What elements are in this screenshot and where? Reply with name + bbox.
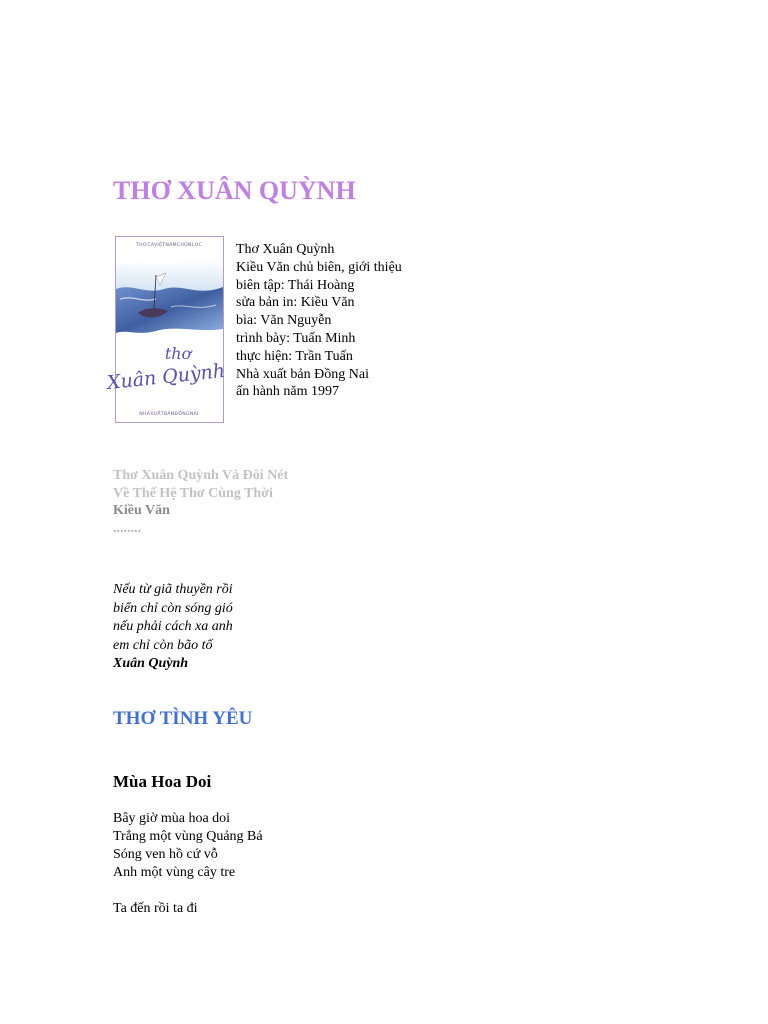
essay-title-line-1: Thơ Xuân Quỳnh Và Đôi Nét <box>113 468 289 483</box>
quote-line: nếu phải cách xa anh <box>113 619 233 634</box>
poem-line: Sóng ven hồ cứ vỗ <box>113 847 218 862</box>
stanza-gap <box>113 882 263 900</box>
essay-ellipsis: ........ <box>113 520 141 536</box>
quote-line: Nếu từ giã thuyền rồi <box>113 582 233 597</box>
book-cover-art <box>105 237 227 422</box>
essay-author: Kiều Văn <box>113 503 170 518</box>
cover-title-large: Xuân Quỳnh <box>105 359 227 395</box>
info-line-production: thực hiện: Trần Tuấn <box>236 348 353 364</box>
info-line-cover-designer: bìa: Văn Nguyễn <box>236 313 332 329</box>
info-line-year: ấn hành năm 1997 <box>236 384 340 400</box>
essay-title-line-2: Về Thế Hệ Thơ Cùng Thời <box>113 485 273 501</box>
section-title: THƠ TÌNH YÊU <box>113 708 253 729</box>
info-line-copyeditor: biên tập: Thái Hoàng <box>236 277 355 293</box>
quote-line: em chỉ còn bão tố <box>113 637 213 653</box>
book-info <box>236 241 402 401</box>
quote-signature: Xuân Quỳnh <box>113 656 189 671</box>
poem-body <box>113 810 263 918</box>
epigraph-quote <box>113 581 233 674</box>
essay-heading <box>113 467 288 537</box>
poem-line: Bây giờ mùa hoa doi <box>113 811 231 826</box>
cover-bottom-text: NHÀXUẤTBẢNĐỒNGNAI <box>139 412 199 417</box>
page-title: THƠ XUÂN QUỲNH <box>113 176 356 205</box>
info-line-proofreader: sửa bản in: Kiều Văn <box>236 295 355 311</box>
info-line-publisher: Nhà xuất bản Đồng Nai <box>236 366 369 382</box>
info-line-title: Thơ Xuân Quỳnh <box>236 242 335 257</box>
info-line-editor: Kiều Văn chủ biên, giới thiệu <box>236 259 402 275</box>
book-cover-image <box>105 236 227 423</box>
quote-line: biển chỉ còn sóng gió <box>113 600 233 616</box>
cover-title-small: thơ <box>164 344 192 363</box>
poem-line: Trắng một vùng Quảng Bá <box>113 829 263 844</box>
poem-line: Anh một vùng cây tre <box>113 865 236 880</box>
poem-line: Ta đến rồi ta đi <box>113 901 198 916</box>
cover-top-text: THƠCAVIỆTNAMCHỌNLỌC <box>135 243 203 248</box>
poem-title: Mùa Hoa Doi <box>113 772 212 791</box>
info-line-layout: trình bày: Tuấn Minh <box>236 330 356 346</box>
